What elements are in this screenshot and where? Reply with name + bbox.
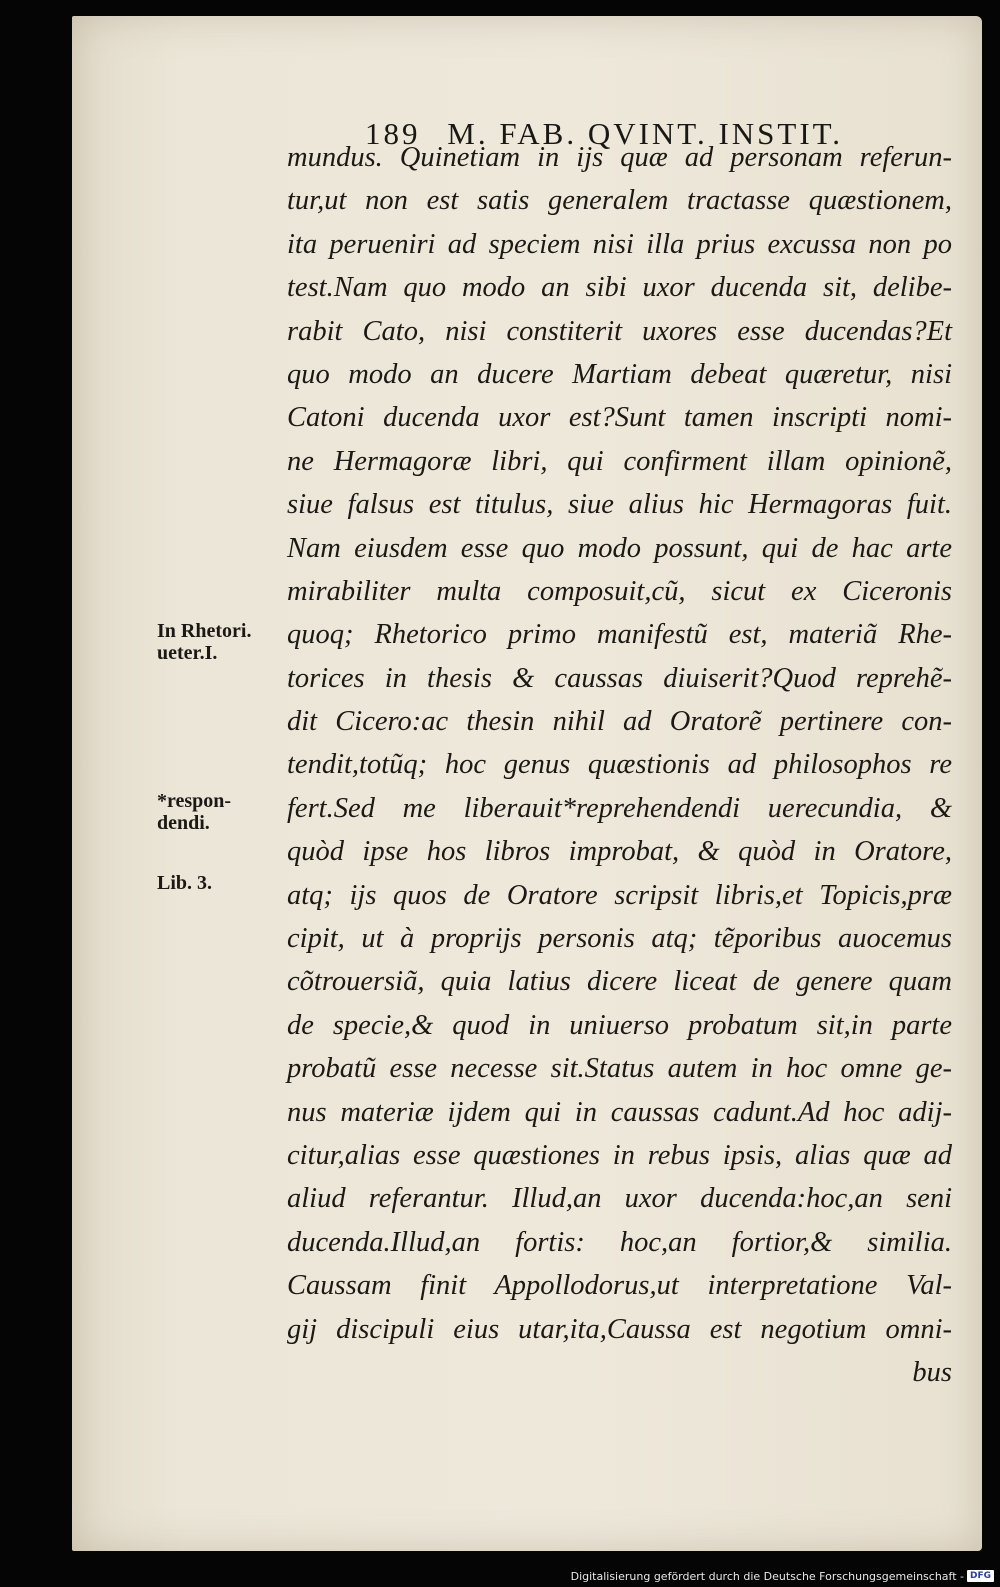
text-line: gij discipuli eius utar,ita,Caussa est negotium omni-: [287, 1313, 952, 1345]
text-line: fert.Sed me liberauit*reprehendendi uerecundia, &: [287, 792, 952, 824]
page-number: 189: [365, 116, 421, 151]
text-line: nus materiæ ijdem qui in caussas cadunt.Ad hoc adij-: [287, 1096, 952, 1128]
text-line: Catoni ducenda uxor est?Sunt tamen inscripti nomi-: [287, 402, 952, 434]
body-text: [287, 136, 952, 1394]
text-line: quoq; Rhetorico primo manifestũ est, materiã Rhe-: [287, 619, 952, 651]
marginal-note-line: Lib. 3.: [157, 872, 213, 894]
text-line: ne Hermagoræ libri, qui confirment illam opinionẽ,: [287, 445, 952, 477]
text-line: Caussam finit Appollodorus,ut interpretatione Val-: [287, 1270, 952, 1302]
marginal-note-line: *respon-: [157, 790, 232, 812]
running-title: M. FAB. QVINT. INSTIT.: [447, 116, 844, 151]
text-line: siue falsus est titulus, siue alius hic Hermagoras fuit.: [287, 489, 952, 521]
text-line: quòd ipse hos libros improbat, & quòd in Oratore,: [287, 836, 952, 868]
text-line: cipit, ut à proprijs personis atq; tẽporibus auocemus: [287, 923, 952, 955]
text-line: mirabiliter multa composuit,cũ, sicut ex Ciceronis: [287, 575, 952, 607]
marginal-note-line: In Rhetori.: [157, 620, 252, 642]
text-line: mundus. Quinetiam in ijs quæ ad personam referun-: [287, 142, 952, 173]
text-line: dit Cicero:ac thesin nihil ad Oratorẽ pertinere con-: [287, 706, 952, 738]
catchword: bus: [912, 1356, 952, 1388]
text-line: tendit,totũq; hoc genus quæstionis ad philosophos re: [287, 749, 952, 781]
footer-credit: Digitalisierung gefördert durch die Deutsche Forschungsgemeinschaft -: [570, 1569, 964, 1583]
text-line: de specie,& quod in uniuerso probatum sit,in parte: [287, 1009, 952, 1041]
marginal-note-lib: [157, 872, 212, 894]
text-line: cõtrouersiã, quia latius dicere liceat de genere quam: [287, 966, 952, 998]
text-line: probatũ esse necesse sit.Status autem in hoc omne ge-: [287, 1053, 952, 1085]
text-line: Nam eiusdem esse quo modo possunt, qui de hac arte: [287, 532, 952, 564]
text-line: aliud referantur. Illud,an uxor ducenda:hoc,an seni: [287, 1183, 952, 1215]
digitization-footer: [571, 1568, 994, 1584]
marginal-note-respondendi: [157, 790, 231, 834]
text-line: citur,alias esse quæstiones in rebus ipsis, alias quæ ad: [287, 1139, 952, 1171]
text-line: quo modo an ducere Martiam debeat quæretur, nisi: [287, 358, 952, 390]
text-line: ducenda.Illud,an fortis: hoc,an fortior,& similia.: [287, 1226, 952, 1258]
text-line: ita perueniri ad speciem nisi illa prius excussa non po: [287, 228, 952, 260]
text-line: test.Nam quo modo an sibi uxor ducenda sit, delibe-: [287, 272, 952, 304]
text-line: atq; ijs quos de Oratore scripsit libris,et Topicis,præ: [287, 879, 952, 911]
text-line: tur,ut non est satis generalem tractasse quæstionem,: [287, 185, 952, 217]
text-line: rabit Cato, nisi constiterit uxores esse ducendas?Et: [287, 315, 952, 347]
dfg-logo: DFG: [967, 1570, 994, 1582]
marginal-note-rhetori: [157, 620, 251, 664]
marginal-note-line: ueter.I.: [157, 642, 218, 664]
marginal-note-line: dendi.: [157, 812, 210, 834]
text-line: torices in thesis & caussas diuiserit?Quod reprehẽ-: [287, 662, 952, 694]
